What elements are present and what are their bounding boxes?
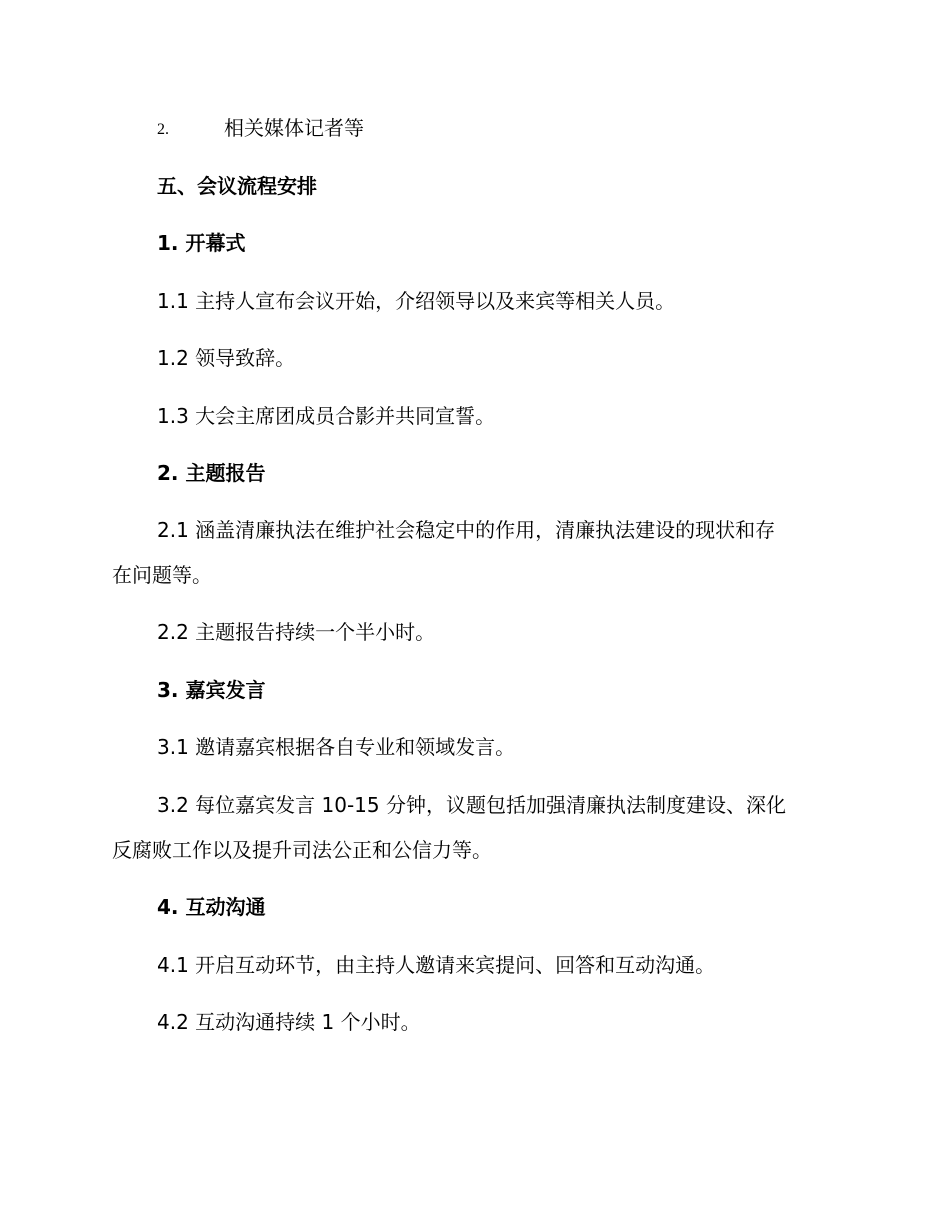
paragraph-2-2: 2.2 主题报告持续一个半小时。 <box>157 620 436 644</box>
part-heading-guest-speeches: 3. 嘉宾发言 <box>157 678 266 702</box>
part-heading-interaction: 4. 互动沟通 <box>157 895 266 919</box>
part-heading-keynote: 2. 主题报告 <box>157 461 266 485</box>
part-heading-opening: 1. 开幕式 <box>157 231 246 255</box>
paragraph-4-1: 4.1 开启互动环节，由主持人邀请来宾提问、回答和互动沟通。 <box>157 953 716 977</box>
paragraph-2-1-continued: 在问题等。 <box>112 563 212 587</box>
list-item-number: 2. <box>157 121 169 138</box>
paragraph-2-1: 2.1 涵盖清廉执法在维护社会稳定中的作用，清廉执法建设的现状和存 <box>157 518 776 542</box>
paragraph-1-2: 1.2 领导致辞。 <box>157 346 296 370</box>
paragraph-3-2: 3.2 每位嘉宾发言 10-15 分钟，议题包括加强清廉执法制度建设、深化 <box>157 793 786 817</box>
section-heading: 五、会议流程安排 <box>157 174 317 198</box>
paragraph-1-1: 1.1 主持人宣布会议开始，介绍领导以及来宾等相关人员。 <box>157 289 676 313</box>
list-item-text: 相关媒体记者等 <box>224 116 364 140</box>
paragraph-1-3: 1.3 大会主席团成员合影并共同宣誓。 <box>157 404 496 428</box>
paragraph-4-2: 4.2 互动沟通持续 1 个小时。 <box>157 1010 421 1034</box>
paragraph-3-1: 3.1 邀请嘉宾根据各自专业和领域发言。 <box>157 735 516 759</box>
paragraph-3-2-continued: 反腐败工作以及提升司法公正和公信力等。 <box>112 838 492 862</box>
